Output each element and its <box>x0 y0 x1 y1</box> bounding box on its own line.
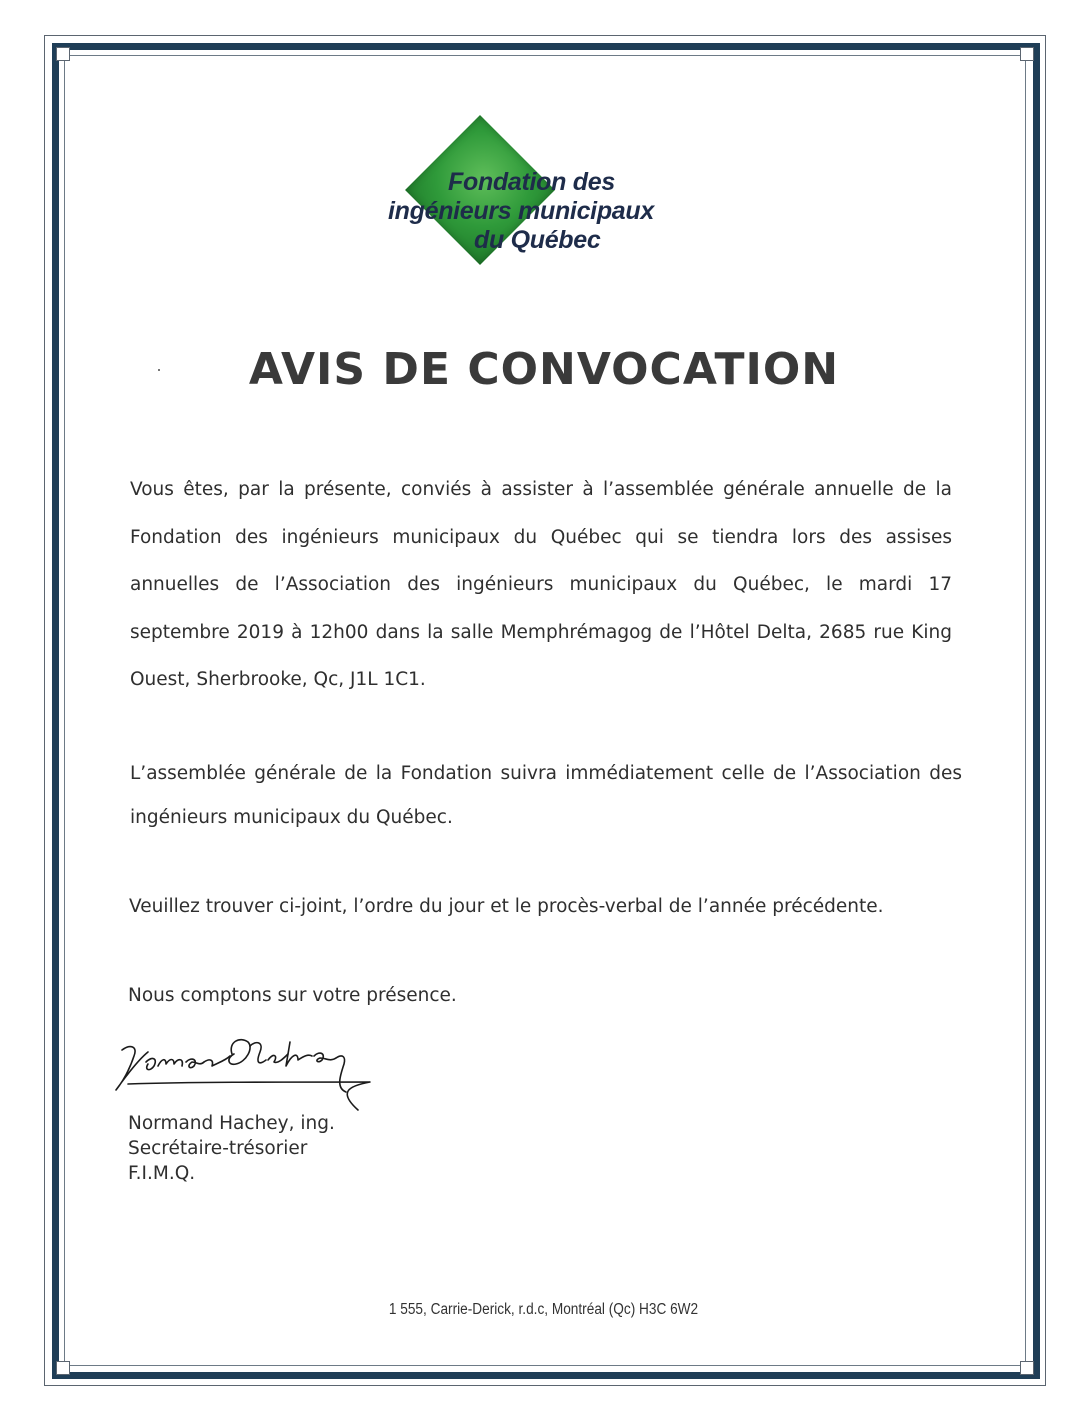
handwritten-signature <box>108 1032 378 1114</box>
attachments-paragraph: Veuillez trouver ci-joint, l’ordre du jour et le procès-verbal de l’année précédente. <box>129 896 884 917</box>
logo-text-line-3: du Québec <box>474 226 601 254</box>
logo-text-line-1: Fondation des <box>448 168 615 196</box>
signer-role: Secrétaire-trésorier <box>128 1138 308 1159</box>
logo-text-line-2: ingénieurs municipaux <box>388 197 654 225</box>
border-corner-bottom-left <box>56 1361 70 1375</box>
border-corner-bottom-right <box>1020 1361 1034 1375</box>
signer-name: Normand Hachey, ing. <box>128 1113 335 1134</box>
sequence-paragraph: L’assemblée générale de la Fondation suivra immédiatement celle de l’Association des ingénieurs municipaux du Québec. <box>130 763 962 828</box>
signer-block <box>128 1111 335 1186</box>
border-corner-top-right <box>1020 47 1034 61</box>
signer-organization: F.I.M.Q. <box>128 1163 196 1184</box>
border-corner-top-left <box>56 47 70 61</box>
footer-address: 1 555, Carrie-Derick, r.d.c, Montréal (Qc) H3C 6W2 <box>388 1301 699 1318</box>
closing-paragraph: Nous comptons sur votre présence. <box>128 985 457 1006</box>
invitation-paragraph: Vous êtes, par la présente, conviés à assister à l’assemblée générale annuelle de la Fondation des ingénieurs municipaux du Québec qui se tiendra lors des assises annuelles de l’Association des ingénieurs municipaux du Québec, le mardi 17 septembre 2019 à 12h00 dans la salle Memphrémagog de l’Hôtel Delta, 2685 rue King Ouest, Sherbrooke, Qc, J1L 1C1. <box>130 479 952 690</box>
document-title: AVIS DE CONVOCATION <box>248 344 840 395</box>
